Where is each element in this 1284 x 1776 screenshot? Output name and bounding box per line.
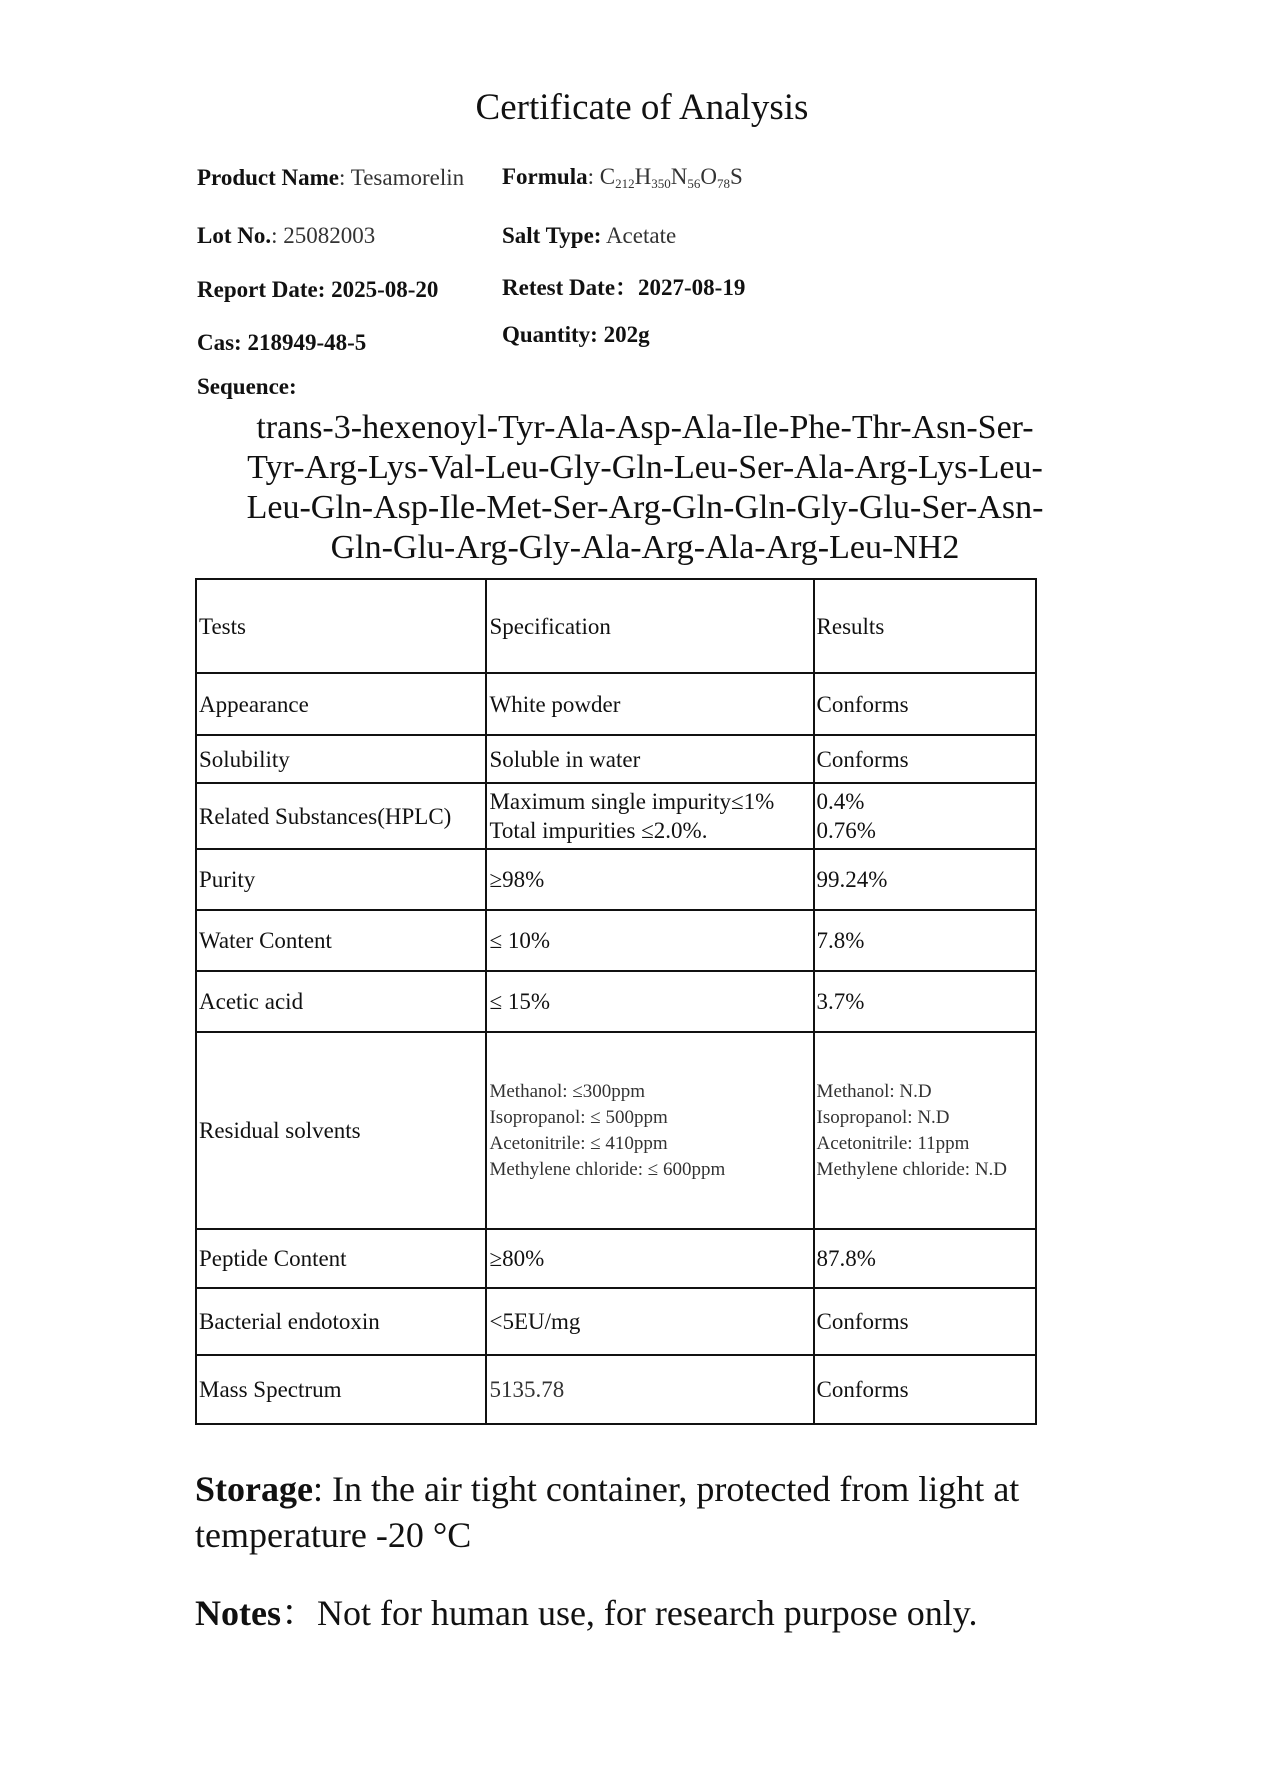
quantity [502, 321, 650, 349]
product-name-label: Product Name [197, 165, 340, 190]
test-name: Peptide Content [196, 1229, 486, 1288]
table-row [196, 783, 1036, 849]
test-name: Residual solvents [196, 1032, 486, 1229]
table-row [196, 735, 1036, 783]
sequence-label [197, 373, 297, 401]
formula-label: Formula [502, 164, 588, 189]
spec-line: Maximum single impurity≤1% [489, 789, 775, 814]
formula-element: C [599, 164, 616, 189]
notes-text: ：Not for human use, for research purpose only. [280, 1593, 978, 1633]
result-cell: Conforms [814, 673, 1036, 735]
cas-text: Cas: 218949-48-5 [197, 330, 367, 355]
cas-number [197, 329, 366, 357]
test-name: Related Substances(HPLC) [196, 783, 486, 849]
formula [502, 163, 743, 191]
header-tests: Tests [196, 579, 486, 673]
analysis-table [195, 578, 1037, 1425]
formula-element: H [634, 164, 652, 189]
result-cell: Conforms [814, 1355, 1036, 1424]
result-cell: Conforms [814, 735, 1036, 783]
storage-label: Storage [195, 1469, 313, 1509]
formula-element: N [670, 164, 688, 189]
spec-cell: ≥98% [486, 849, 813, 910]
formula-subscript: 56 [687, 176, 701, 191]
table-row [196, 971, 1036, 1032]
quantity-text: Quantity: 202g [502, 322, 650, 347]
sequence-line: Tyr-Arg-Lys-Val-Leu-Gly-Gln-Leu-Ser-Ala-Arg-Lys-Leu- [247, 449, 1043, 486]
notes-statement [195, 1590, 1155, 1636]
formula-element: S [729, 164, 743, 189]
test-name: Appearance [196, 673, 486, 735]
storage-statement [195, 1466, 1155, 1558]
formula-prefix: : [587, 164, 600, 189]
sequence-line: Gln-Glu-Arg-Gly-Ala-Arg-Ala-Arg-Leu-NH2 [330, 529, 960, 566]
spec-line: Methanol: ≤300ppm [489, 1080, 646, 1102]
result-cell [814, 1032, 1036, 1229]
header-specification: Specification [486, 579, 813, 673]
lot-value: : 25082003 [271, 223, 376, 248]
table-row [196, 849, 1036, 910]
result-line: 0.76% [816, 818, 876, 843]
test-name: Mass Spectrum [196, 1355, 486, 1424]
sequence-line: trans-3-hexenoyl-Tyr-Ala-Asp-Ala-Ile-Phe-Thr-Asn-Ser- [256, 409, 1034, 446]
spec-cell: ≤ 10% [486, 910, 813, 971]
formula-subscript: 212 [615, 176, 635, 191]
table-row [196, 673, 1036, 735]
report-date [197, 276, 438, 304]
table-row [196, 1355, 1036, 1424]
table-row [196, 1229, 1036, 1288]
spec-line: Methylene chloride: ≤ 600ppm [489, 1158, 726, 1180]
test-name: Bacterial endotoxin [196, 1288, 486, 1355]
test-name: Water Content [196, 910, 486, 971]
result-cell: 99.24% [814, 849, 1036, 910]
sequence-line: Leu-Gln-Asp-Ile-Met-Ser-Arg-Gln-Gln-Gly-Glu-Ser-Asn- [246, 489, 1044, 526]
sequence [195, 408, 1095, 568]
table-row [196, 1032, 1036, 1229]
product-name-value: : Tesamorelin [339, 165, 465, 190]
spec-cell: ≥80% [486, 1229, 813, 1288]
spec-line: Acetonitrile: ≤ 410ppm [489, 1132, 668, 1154]
table-row [196, 1288, 1036, 1355]
spec-cell: Soluble in water [486, 735, 813, 783]
formula-value [600, 164, 743, 189]
sequence-label-text: Sequence: [197, 374, 297, 399]
spec-line: Isopropanol: ≤ 500ppm [489, 1106, 668, 1128]
spec-cell: ≤ 15% [486, 971, 813, 1032]
spec-cell: 5135.78 [486, 1355, 813, 1424]
header-results: Results [814, 579, 1036, 673]
lot-label: Lot No. [197, 223, 272, 248]
lot-number [197, 222, 375, 250]
storage-text: : In the air tight container, protected from light at temperature -20 °C [195, 1469, 1020, 1555]
spec-line: Total impurities ≤2.0%. [489, 818, 708, 843]
result-line: Methylene chloride: N.D [816, 1158, 1008, 1180]
formula-element: O [700, 164, 717, 189]
result-line: Methanol: N.D [816, 1080, 932, 1102]
salt-value: Acetate [601, 223, 677, 248]
salt-label: Salt Type: [502, 223, 602, 248]
salt-type [502, 222, 676, 250]
result-line: 0.4% [816, 789, 865, 814]
result-cell: 87.8% [814, 1229, 1036, 1288]
test-name: Purity [196, 849, 486, 910]
spec-cell: <5EU/mg [486, 1288, 813, 1355]
formula-subscript: 350 [651, 176, 671, 191]
spec-cell: White powder [486, 673, 813, 735]
result-cell: 3.7% [814, 971, 1036, 1032]
retest-date-text: Retest Date：2027-08-19 [502, 275, 746, 300]
result-cell: 7.8% [814, 910, 1036, 971]
report-date-text: Report Date: 2025-08-20 [197, 277, 439, 302]
test-name: Solubility [196, 735, 486, 783]
test-name: Acetic acid [196, 971, 486, 1032]
document-title: Certificate of Analysis [475, 87, 809, 128]
notes-label: Notes [195, 1593, 281, 1633]
table-row [196, 910, 1036, 971]
result-cell: Conforms [814, 1288, 1036, 1355]
spec-cell [486, 783, 813, 849]
result-line: Isopropanol: N.D [816, 1106, 950, 1128]
formula-subscript: 78 [716, 176, 730, 191]
spec-cell [486, 1032, 813, 1229]
product-name [197, 164, 464, 192]
result-cell [814, 783, 1036, 849]
retest-date [502, 274, 745, 302]
result-line: Acetonitrile: 11ppm [816, 1132, 970, 1154]
table-header-row [196, 579, 1036, 673]
